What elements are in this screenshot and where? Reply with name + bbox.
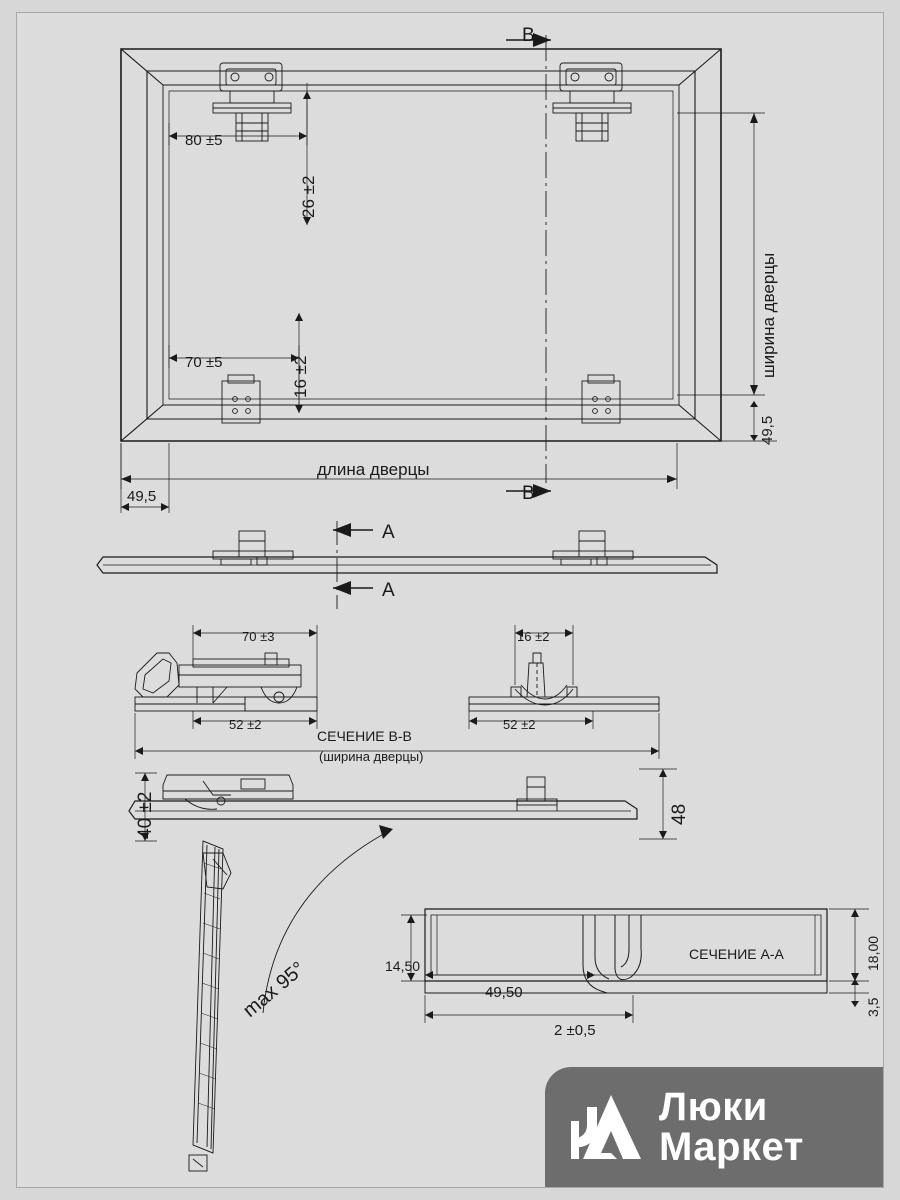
dim-52-left-label: 52 ±2 <box>229 717 262 732</box>
dim-48-label: 48 <box>669 803 690 825</box>
logo-line-2: Маркет <box>659 1125 804 1169</box>
dim-495-right-label: 49,5 <box>759 415 776 445</box>
hinge-top-right <box>553 63 631 141</box>
section-bb-label: СЕЧЕНИЕ B-B <box>317 728 412 744</box>
lyuki-market-logo-icon <box>567 1091 645 1163</box>
section-aa-view <box>401 909 869 1023</box>
door-open-position <box>189 841 231 1171</box>
dim-2-label: 2 ±0,5 <box>554 1022 596 1039</box>
dim-angle-label: max 95° <box>239 957 310 1022</box>
section-mark-a-bottom-label: A <box>382 580 395 601</box>
section-mark-b-bottom-label: B <box>522 483 535 504</box>
front-view <box>121 33 777 513</box>
dim-1800 <box>829 909 869 981</box>
dim-40-label: 40 ±2 <box>135 791 156 839</box>
section-aa-label: СЕЧЕНИЕ A-A <box>689 946 784 962</box>
dim-16-2-label: 16 ±2 <box>517 629 550 644</box>
section-mark-a-bottom <box>333 581 373 595</box>
dim-4950-label: 49,50 <box>485 984 523 1001</box>
dim-35 <box>829 979 869 1007</box>
dim-70-label: 70 ±5 <box>185 354 223 371</box>
dim-door-width-label: ширина дверцы <box>759 252 778 378</box>
brand-logo <box>545 1067 883 1187</box>
hinge-top-left <box>213 63 291 141</box>
dim-80-label: 80 ±5 <box>185 132 223 149</box>
section-mark-b-top-label: B <box>522 25 535 46</box>
dim-35-label: 3,5 <box>865 997 881 1017</box>
dim-1450-label: 14,50 <box>385 958 421 974</box>
dim-4950 <box>425 971 595 979</box>
technical-drawing <box>17 13 884 1188</box>
dim-26-label: 26 ±2 <box>299 175 318 218</box>
dim-width-note-label: (ширина дверцы) <box>319 749 424 764</box>
dim-2 <box>425 995 633 1023</box>
section-mark-a-top-label: A <box>382 522 395 543</box>
dim-70-3-label: 70 ±3 <box>242 629 275 644</box>
drawing-canvas <box>16 12 884 1188</box>
side-view <box>97 521 717 609</box>
dim-1800-label: 18,00 <box>865 935 881 971</box>
logo-line-1: Люки <box>659 1085 768 1129</box>
dim-495-bottom-label: 49,5 <box>127 488 157 505</box>
section-mark-a-top <box>333 523 373 537</box>
dim-52-right-label: 52 ±2 <box>503 717 536 732</box>
dim-16-label: 16 ±2 <box>291 355 310 398</box>
dim-door-length-label: длина дверцы <box>317 460 430 479</box>
